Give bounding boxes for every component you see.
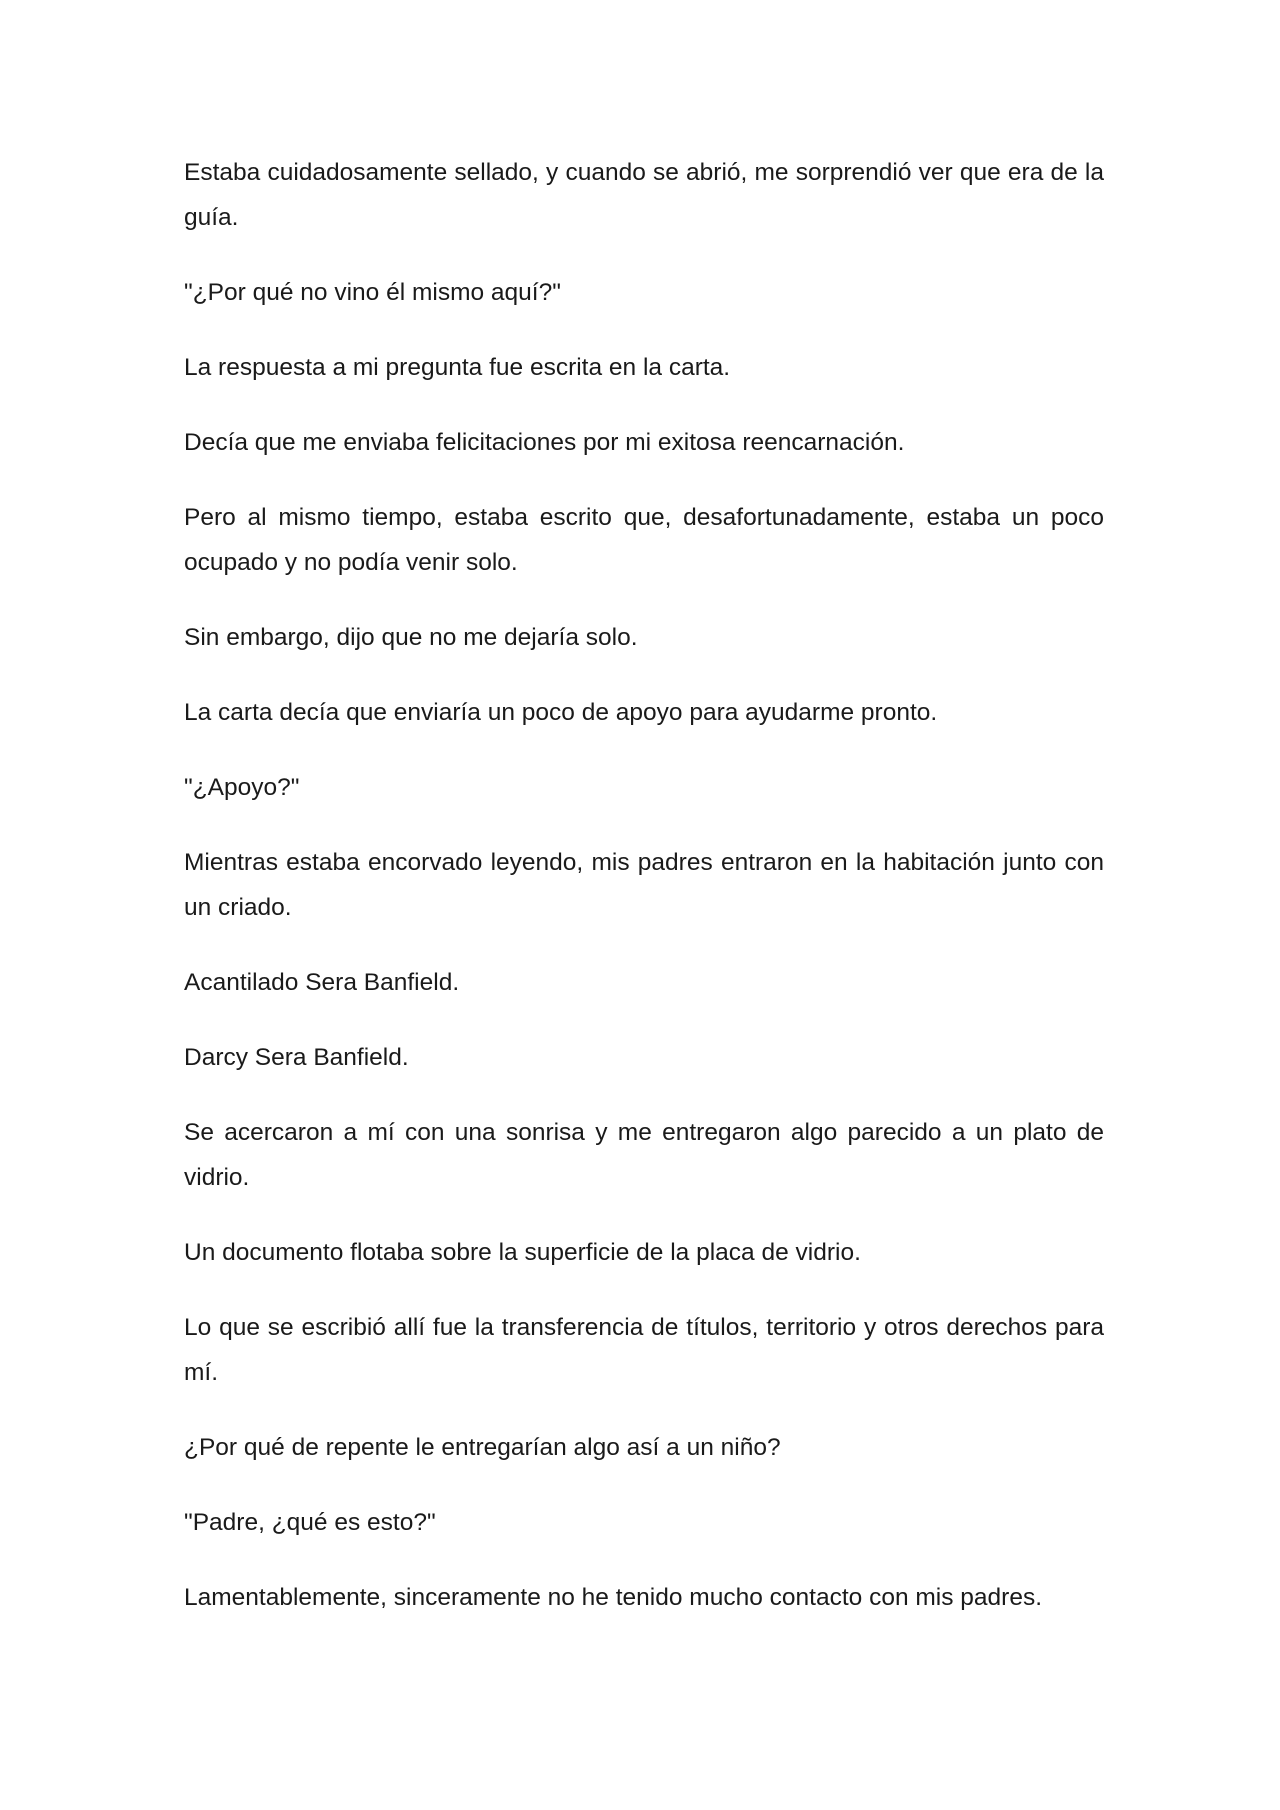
paragraph-16: "Padre, ¿qué es esto?" <box>184 1509 436 1536</box>
paragraph-4: Decía que me enviaba felicitaciones por mi exitosa reencarnación. <box>184 429 905 456</box>
paragraph-11: Darcy Sera Banfield. <box>184 1044 409 1071</box>
paragraph-7: La carta decía que enviaría un poco de apoyo para ayudarme pronto. <box>184 699 938 726</box>
paragraph-15: ¿Por qué de repente le entregarían algo así a un niño? <box>184 1434 781 1461</box>
paragraph-6: Sin embargo, dijo que no me dejaría solo. <box>184 624 638 651</box>
paragraph-10: Acantilado Sera Banfield. <box>184 969 460 996</box>
paragraph-8: "¿Apoyo?" <box>184 774 300 801</box>
paragraph-1: Estaba cuidadosamente sellado, y cuando se abrió, me sorprendió ver que era de la guía. <box>184 159 1104 231</box>
paragraph-2: "¿Por qué no vino él mismo aquí?" <box>184 279 561 306</box>
paragraph-12: Se acercaron a mí con una sonrisa y me entregaron algo parecido a un plato de vidrio. <box>184 1119 1104 1191</box>
paragraph-9: Mientras estaba encorvado leyendo, mis padres entraron en la habitación junto con un criado. <box>184 849 1104 921</box>
paragraph-3: La respuesta a mi pregunta fue escrita en la carta. <box>184 354 731 381</box>
paragraph-17: Lamentablemente, sinceramente no he tenido mucho contacto con mis padres. <box>184 1584 1043 1611</box>
paragraph-14: Lo que se escribió allí fue la transferencia de títulos, territorio y otros derechos para mí. <box>184 1314 1104 1386</box>
paragraph-5: Pero al mismo tiempo, estaba escrito que, desafortunadamente, estaba un poco ocupado y no podía venir solo. <box>184 504 1104 576</box>
document-body <box>184 150 1104 1650</box>
paragraph-13: Un documento flotaba sobre la superficie de la placa de vidrio. <box>184 1239 861 1266</box>
